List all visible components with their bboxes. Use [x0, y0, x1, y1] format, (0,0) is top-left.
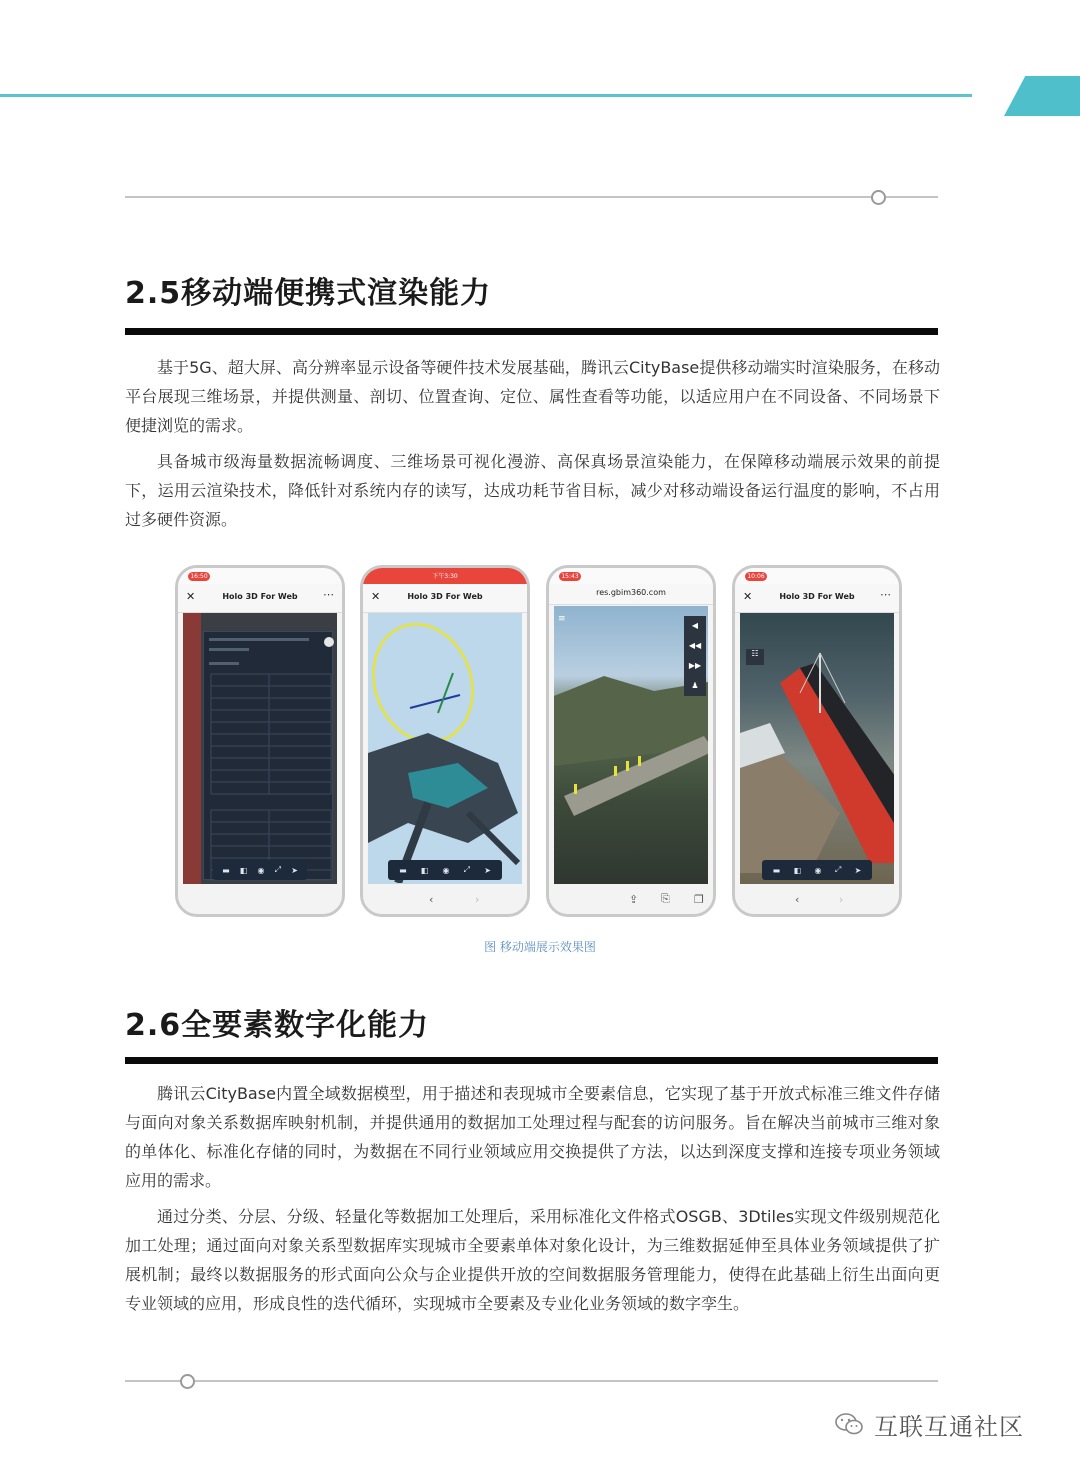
status-time: 10:06 — [745, 572, 767, 581]
app-viewport[interactable] — [368, 613, 522, 884]
close-icon[interactable]: ✕ — [186, 590, 196, 603]
section-2-5-bar — [125, 328, 938, 335]
split-icon[interactable]: ◧ — [793, 865, 802, 875]
more-icon[interactable]: ⋯ — [880, 588, 891, 601]
forward-icon[interactable]: › — [475, 893, 480, 906]
viewer-toolbar — [388, 860, 502, 880]
figure-caption: 图 移动端展示效果图 — [484, 940, 596, 954]
eye-icon[interactable]: ◉ — [257, 865, 265, 875]
app-viewport[interactable] — [740, 613, 894, 884]
phone-bottom — [549, 884, 713, 914]
status-bar — [363, 568, 527, 584]
status-time: 15:43 — [559, 572, 581, 581]
tabs-icon[interactable]: ❐ — [694, 893, 704, 906]
header-divider-dot — [871, 190, 886, 205]
header-divider — [125, 196, 872, 198]
split-icon[interactable]: ◧ — [239, 865, 248, 875]
nav-arrows-icon[interactable]: ◀ ◀◀ ▶▶ ♟ — [688, 621, 702, 690]
header-divider-tail — [886, 196, 938, 198]
section-2-6-title: 2.6全要素数字化能力 — [125, 1008, 430, 1043]
app-title: Holo 3D For Web — [407, 592, 483, 601]
app-title: Holo 3D For Web — [779, 592, 855, 601]
model-edge — [183, 613, 201, 884]
close-icon[interactable]: ✕ — [743, 590, 753, 603]
share-icon[interactable]: ⇪ — [629, 893, 639, 906]
fullscreen-icon[interactable]: ⤢ — [274, 865, 282, 874]
measure-icon[interactable]: ▬ — [222, 865, 230, 875]
forward-icon[interactable]: › — [839, 893, 844, 906]
measure-icon[interactable]: ▬ — [772, 865, 781, 875]
phone-screenshot-4 — [732, 565, 902, 917]
viewer-toolbar — [213, 860, 307, 880]
section-2-5-title: 2.5移动端便携式渲染能力 — [125, 276, 492, 311]
phone-bottom — [735, 884, 899, 914]
section-2-5-paragraph-2: 具备城市级海量数据流畅调度、三维场景可视化漫游、高保真场景渲染能力，在保障移动端展示效果的前提下，运用云渲染技术，降低针对系统内存的读写，达成功耗节省目标，减少对移动端设备运行温度的影响，不占用过多硬件资源。 — [125, 452, 940, 529]
footer-divider-dot — [180, 1374, 195, 1389]
section-2-6-bar — [125, 1057, 938, 1064]
more-icon[interactable]: ⋯ — [323, 588, 334, 601]
menu-icon[interactable]: ≡ — [558, 614, 566, 624]
browser-address-bar — [549, 584, 713, 605]
eye-icon[interactable]: ◉ — [442, 865, 450, 875]
footer-watermark — [834, 1404, 1024, 1444]
footer-divider — [195, 1380, 938, 1382]
close-icon[interactable]: ✕ — [371, 590, 381, 603]
fullscreen-icon[interactable]: ⤢ — [463, 865, 471, 874]
section-2-6-paragraph-1: 腾讯云CityBase内置全域数据模型，用于描述和表现城市全要素信息，它实现了基于开放式标准三维文件存储与面向对象关系数据库映射机制，并提供通用的数据加工处理过程与配套的访问服务。旨在解决当前城市三维对象的单体化、标准化存储的同时，为数据在不同行业领域应用交换提供了方法，以达到深度支撑和连接专项业务领域应用的需求。 — [125, 1084, 940, 1190]
app-header — [735, 584, 899, 613]
phone-bottom — [178, 884, 342, 914]
property-table — [207, 636, 337, 884]
send-icon[interactable]: ➤ — [854, 865, 862, 875]
phone-bottom — [363, 884, 527, 914]
side-controls — [684, 616, 706, 696]
eye-icon[interactable]: ◉ — [814, 865, 822, 875]
send-icon[interactable]: ➤ — [291, 865, 298, 875]
section-2-6-paragraph-2: 通过分类、分层、分级、轻量化等数据加工处理后，采用标准化文件格式OSGB、3Dtiles实现文件级别规范化加工处理；通过面向对象关系型数据库实现城市全要素单体对象化设计，为三维数据延伸至具体业务领域提供了扩展机制；最终以数据服务的形式面向公众与企业提供开放的空间数据服务管理能力，使得在此基础上衍生出面向更专业领域的应用，形成良性的迭代循环，实现城市全要素及专业化业务领域的数字孪生。 — [125, 1207, 940, 1313]
phone-screenshot-2 — [360, 565, 530, 917]
status-bar — [549, 568, 713, 584]
back-icon[interactable]: ‹ — [795, 893, 800, 906]
top-accent-rule — [0, 94, 972, 97]
measure-icon[interactable]: ▬ — [399, 865, 407, 875]
split-icon[interactable]: ◧ — [420, 865, 429, 875]
footer-brand: 互联互通社区 — [874, 1412, 1024, 1441]
phone-screenshot-3 — [546, 565, 716, 917]
address-text[interactable]: res.gbim360.com — [596, 588, 666, 597]
viewer-toolbar — [762, 860, 872, 880]
send-icon[interactable]: ➤ — [484, 865, 491, 875]
property-panel — [203, 631, 333, 880]
app-title: Holo 3D For Web — [222, 592, 298, 601]
footer-divider-head — [125, 1380, 181, 1382]
app-viewport[interactable] — [183, 613, 337, 884]
top-accent-tab — [1004, 76, 1080, 116]
fullscreen-icon[interactable]: ⤢ — [834, 865, 842, 874]
bookmark-icon[interactable]: ⎘ — [661, 892, 670, 905]
app-viewport[interactable] — [554, 606, 708, 884]
layers-icon[interactable]: ☷ — [746, 649, 764, 665]
section-2-5-paragraph-1: 基于5G、超大屏、高分辨率显示设备等硬件技术发展基础，腾讯云CityBase提供移动端实时渲染服务，在移动平台展现三维场景，并提供测量、剖切、位置查询、定位、属性查看等功能，以适应用户在不同设备、不同场景下便捷浏览的需求。 — [125, 358, 940, 435]
wireframe-scene — [368, 613, 522, 883]
status-bar — [735, 568, 899, 584]
phone-screenshot-1 — [175, 565, 345, 917]
status-time: 16:50 — [188, 572, 210, 581]
back-icon[interactable]: ‹ — [429, 893, 434, 906]
wechat-icon — [834, 1411, 864, 1437]
status-time: 下午3:30 — [432, 573, 458, 580]
app-header — [178, 584, 342, 613]
status-bar — [178, 568, 342, 584]
app-header — [363, 584, 527, 613]
